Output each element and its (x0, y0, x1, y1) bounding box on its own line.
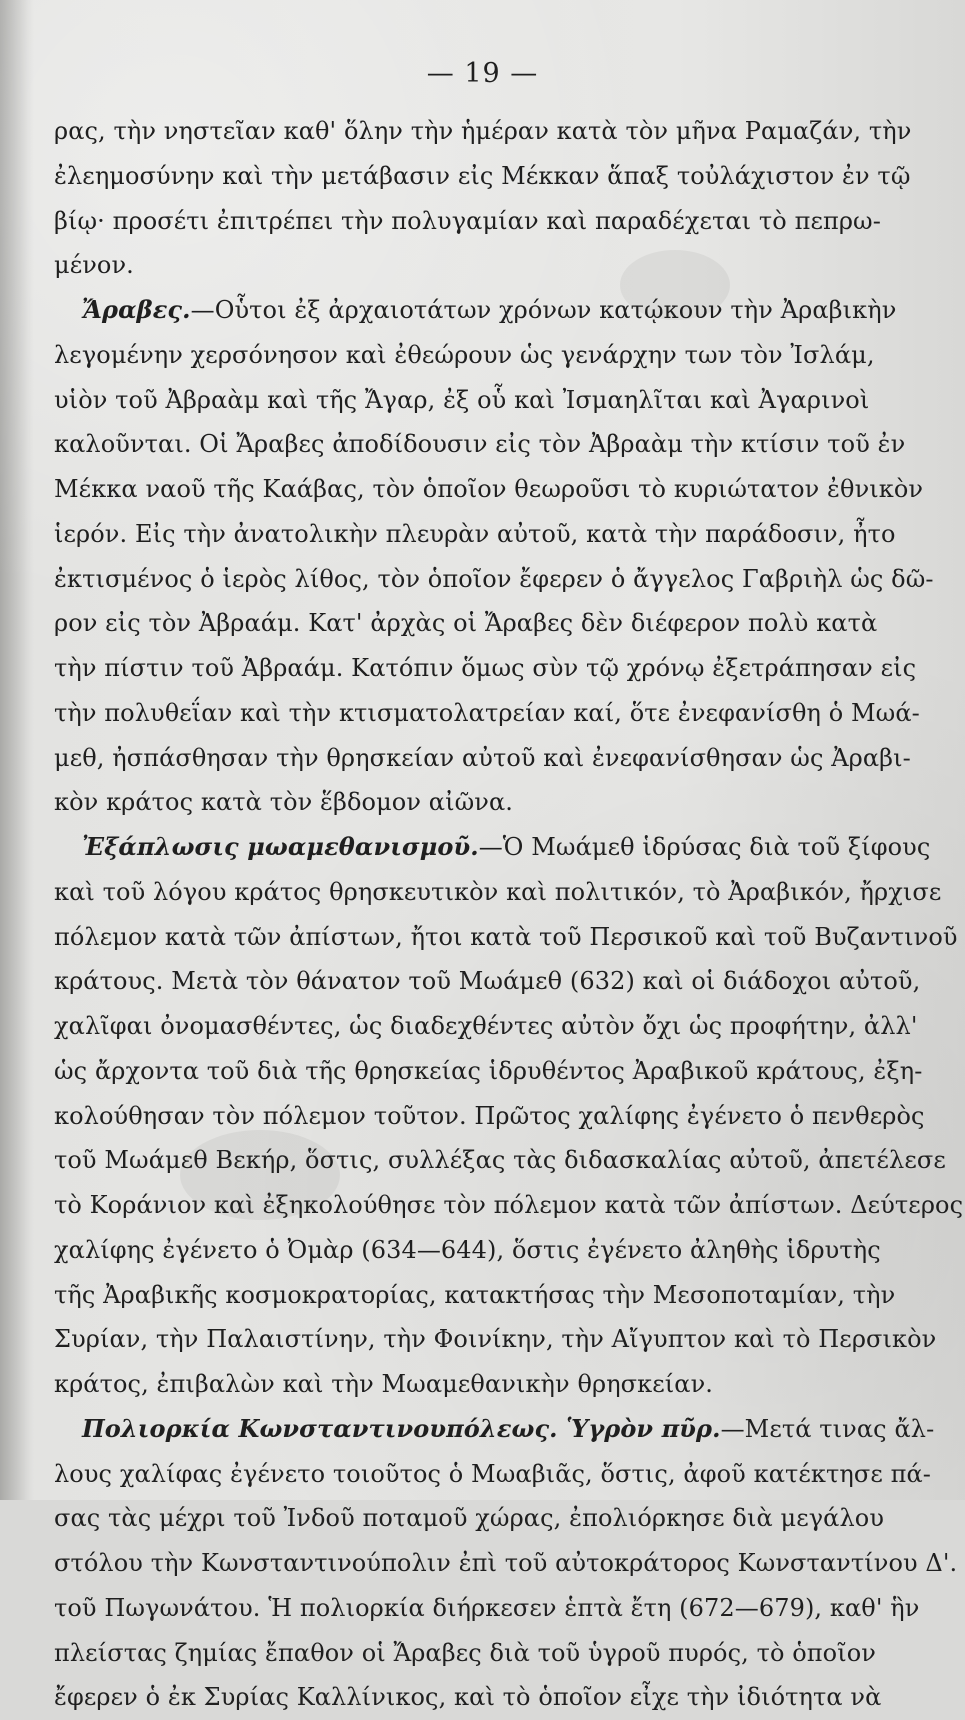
section-line (54, 288, 897, 333)
text-line: —Ὁ Μωάμεθ ἱδρύσας διὰ τοῦ ξίφους (478, 833, 931, 861)
text-line: Μέκκα ναοῦ τῆς Καάβας, τὸν ὁποῖον θεωροῦσι τὸ κυριώτατον ἐθνικὸν (54, 475, 924, 503)
text-line: τὴν πολυθεΐαν καὶ τὴν κτισματολατρείαν καί, ὅτε ἐνεφανίσθη ὁ Μωά- (54, 698, 920, 727)
text-line: ἐλεημοσύνην καὶ τὴν μετάβασιν εἰς Μέκκαν ἅπαξ τοὐλάχιστον ἐν τῷ (54, 161, 911, 190)
section-heading-arabs: Ἄραβες. (82, 295, 191, 324)
text-line: ὡς ἄρχοντα τοῦ διὰ τῆς θρησκείας ἱδρυθέντος Ἀραβικοῦ κράτους, ἐξη- (54, 1056, 923, 1085)
text-line: κράτους. Μετὰ τὸν θάνατον τοῦ Μωάμεθ (632) καὶ οἱ διάδοχοι αὐτοῦ, (54, 967, 921, 996)
text-line: χαλῖφαι ὀνομασθέντες, ὡς διαδεχθέντες αὐτὸν ὄχι ὡς προφήτην, ἀλλ' (54, 1012, 918, 1040)
text-line: τοῦ Μωάμεθ Βεκήρ, ὅστις, συλλέξας τὰς διδασκαλίας αὐτοῦ, ἀπετέλεσε (54, 1146, 946, 1175)
text-line: καλοῦνται. Οἱ Ἄραβες ἀποδίδουσιν εἰς τὸν Ἀβραὰμ τὴν κτίσιν τοῦ ἐν (54, 430, 906, 459)
text-line: ρον εἰς τὸν Ἀβραάμ. Κατ' ἀρχὰς οἱ Ἄραβες δὲν διέφερον πολὺ κατὰ (54, 609, 878, 638)
section-heading-siege: Πολιορκία Κωνσταντινουπόλεως. Ὑγρὸν πῦρ. (82, 1413, 721, 1443)
text-line: τῆς Ἀραβικῆς κοσμοκρατορίας, κατακτήσας τὴν Μεσοποταμίαν, τὴν (54, 1280, 896, 1309)
text-line: ἱερόν. Εἰς τὴν ἀνατολικὴν πλευρὰν αὐτοῦ, κατὰ τὴν παράδοσιν, ἦτο (54, 519, 896, 548)
section-heading-islam-spread: Ἐξάπλωσις μωαμεθανισμοῦ. (82, 832, 479, 861)
text-line: τὸ Κοράνιον καὶ ἐξηκολούθησε τὸν πόλεμον κατὰ τῶν ἀπίστων. Δεύτερος (54, 1191, 964, 1219)
text-line: τοῦ Πωγωνάτου. Ἡ πολιορκία διήρκεσεν ἑπτὰ ἔτη (672—679), καθ' ἣν (54, 1593, 920, 1622)
text-line: λεγομένην χερσόνησον καὶ ἐθεώρουν ὡς γενάρχην των τὸν Ἰσλάμ, (54, 340, 875, 369)
text-line: βίῳ· προσέτι ἐπιτρέπει τὴν πολυγαμίαν καὶ παραδέχεται τὸ πεπρω- (54, 206, 881, 235)
section-line (54, 1407, 935, 1452)
section-line (54, 825, 931, 870)
text-line: Συρίαν, τὴν Παλαιστίνην, τὴν Φοινίκην, τὴν Αἴγυπτον καὶ τὸ Περσικὸν (54, 1325, 937, 1354)
text-line: λους χαλίφας ἐγένετο τοιοῦτος ὁ Μωαβιᾶς, ὅστις, ἀφοῦ κατέκτησε πά- (54, 1459, 932, 1488)
text-line: —Μετά τινας ἄλ- (720, 1414, 935, 1443)
text-line: ρας, τὴν νηστεῖαν καθ' ὅλην τὴν ἡμέραν κατὰ τὸν μῆνα Ραμαζάν, τὴν (54, 117, 912, 145)
text-line: μεθ, ἠσπάσθησαν τὴν θρησκείαν αὐτοῦ καὶ ἐνεφανίσθησαν ὡς Ἀραβι- (54, 743, 911, 772)
text-line: ἔφερεν ὁ ἐκ Συρίας Καλλίνικος, καὶ τὸ ὁποῖον εἶχε τὴν ἰδιότητα νὰ (54, 1683, 882, 1712)
text-line: κολούθησαν τὸν πόλεμον τοῦτον. Πρῶτος χαλίφης ἐγένετο ὁ πενθερὸς (54, 1101, 925, 1130)
page-number: — 19 — (426, 58, 539, 89)
text-line: σας τὰς μέχρι τοῦ Ἰνδοῦ ποταμοῦ χώρας, ἐπολιόρκησε διὰ μεγάλου (54, 1504, 885, 1533)
body-text (54, 109, 964, 1720)
text-line: υἱὸν τοῦ Ἀβραὰμ καὶ τῆς Ἄγαρ, ἐξ οὗ καὶ Ἰσμαηλῖται καὶ Ἀγαρινοὶ (54, 385, 870, 414)
text-line: πλείστας ζημίας ἔπαθον οἱ Ἄραβες διὰ τοῦ ὑγροῦ πυρός, τὸ ὁποῖον (54, 1638, 876, 1667)
text-line: κράτος, ἐπιβαλὼν καὶ τὴν Μωαμεθανικὴν θρησκείαν. (54, 1370, 714, 1398)
page-edge-shadow (0, 0, 34, 1500)
text-line: μένον. (54, 251, 134, 280)
text-line: κὸν κράτος κατὰ τὸν ἕβδομον αἰῶνα. (54, 788, 513, 817)
text-line: τὴν πίστιν τοῦ Ἀβραάμ. Κατόπιν ὅμως σὺν τῷ χρόνῳ ἐξετράπησαν εἰς (54, 654, 917, 682)
text-line: χαλίφης ἐγένετο ὁ Ὀμὰρ (634—644), ὅστις ἐγένετο ἀληθὴς ἱδρυτὴς (54, 1235, 881, 1264)
text-line: —Οὗτοι ἐξ ἀρχαιοτάτων χρόνων κατῴκουν τὴν Ἀραβικὴν (190, 296, 897, 324)
text-line: πόλεμον κατὰ τῶν ἀπίστων, ἤτοι κατὰ τοῦ Περσικοῦ καὶ τοῦ Βυζαντινοῦ (54, 922, 958, 951)
text-line: ἐκτισμένος ὁ ἱερὸς λίθος, τὸν ὁποῖον ἔφερεν ὁ ἄγγελος Γαβριὴλ ὡς δῶ- (54, 564, 934, 593)
text-line: καὶ τοῦ λόγου κράτος θρησκευτικὸν καὶ πολιτικόν, τὸ Ἀραβικόν, ἤρχισε (54, 877, 942, 906)
text-line: στόλου τὴν Κωνσταντινούπολιν ἐπὶ τοῦ αὐτοκράτορος Κωνσταντίνου Δ'. (54, 1549, 958, 1577)
